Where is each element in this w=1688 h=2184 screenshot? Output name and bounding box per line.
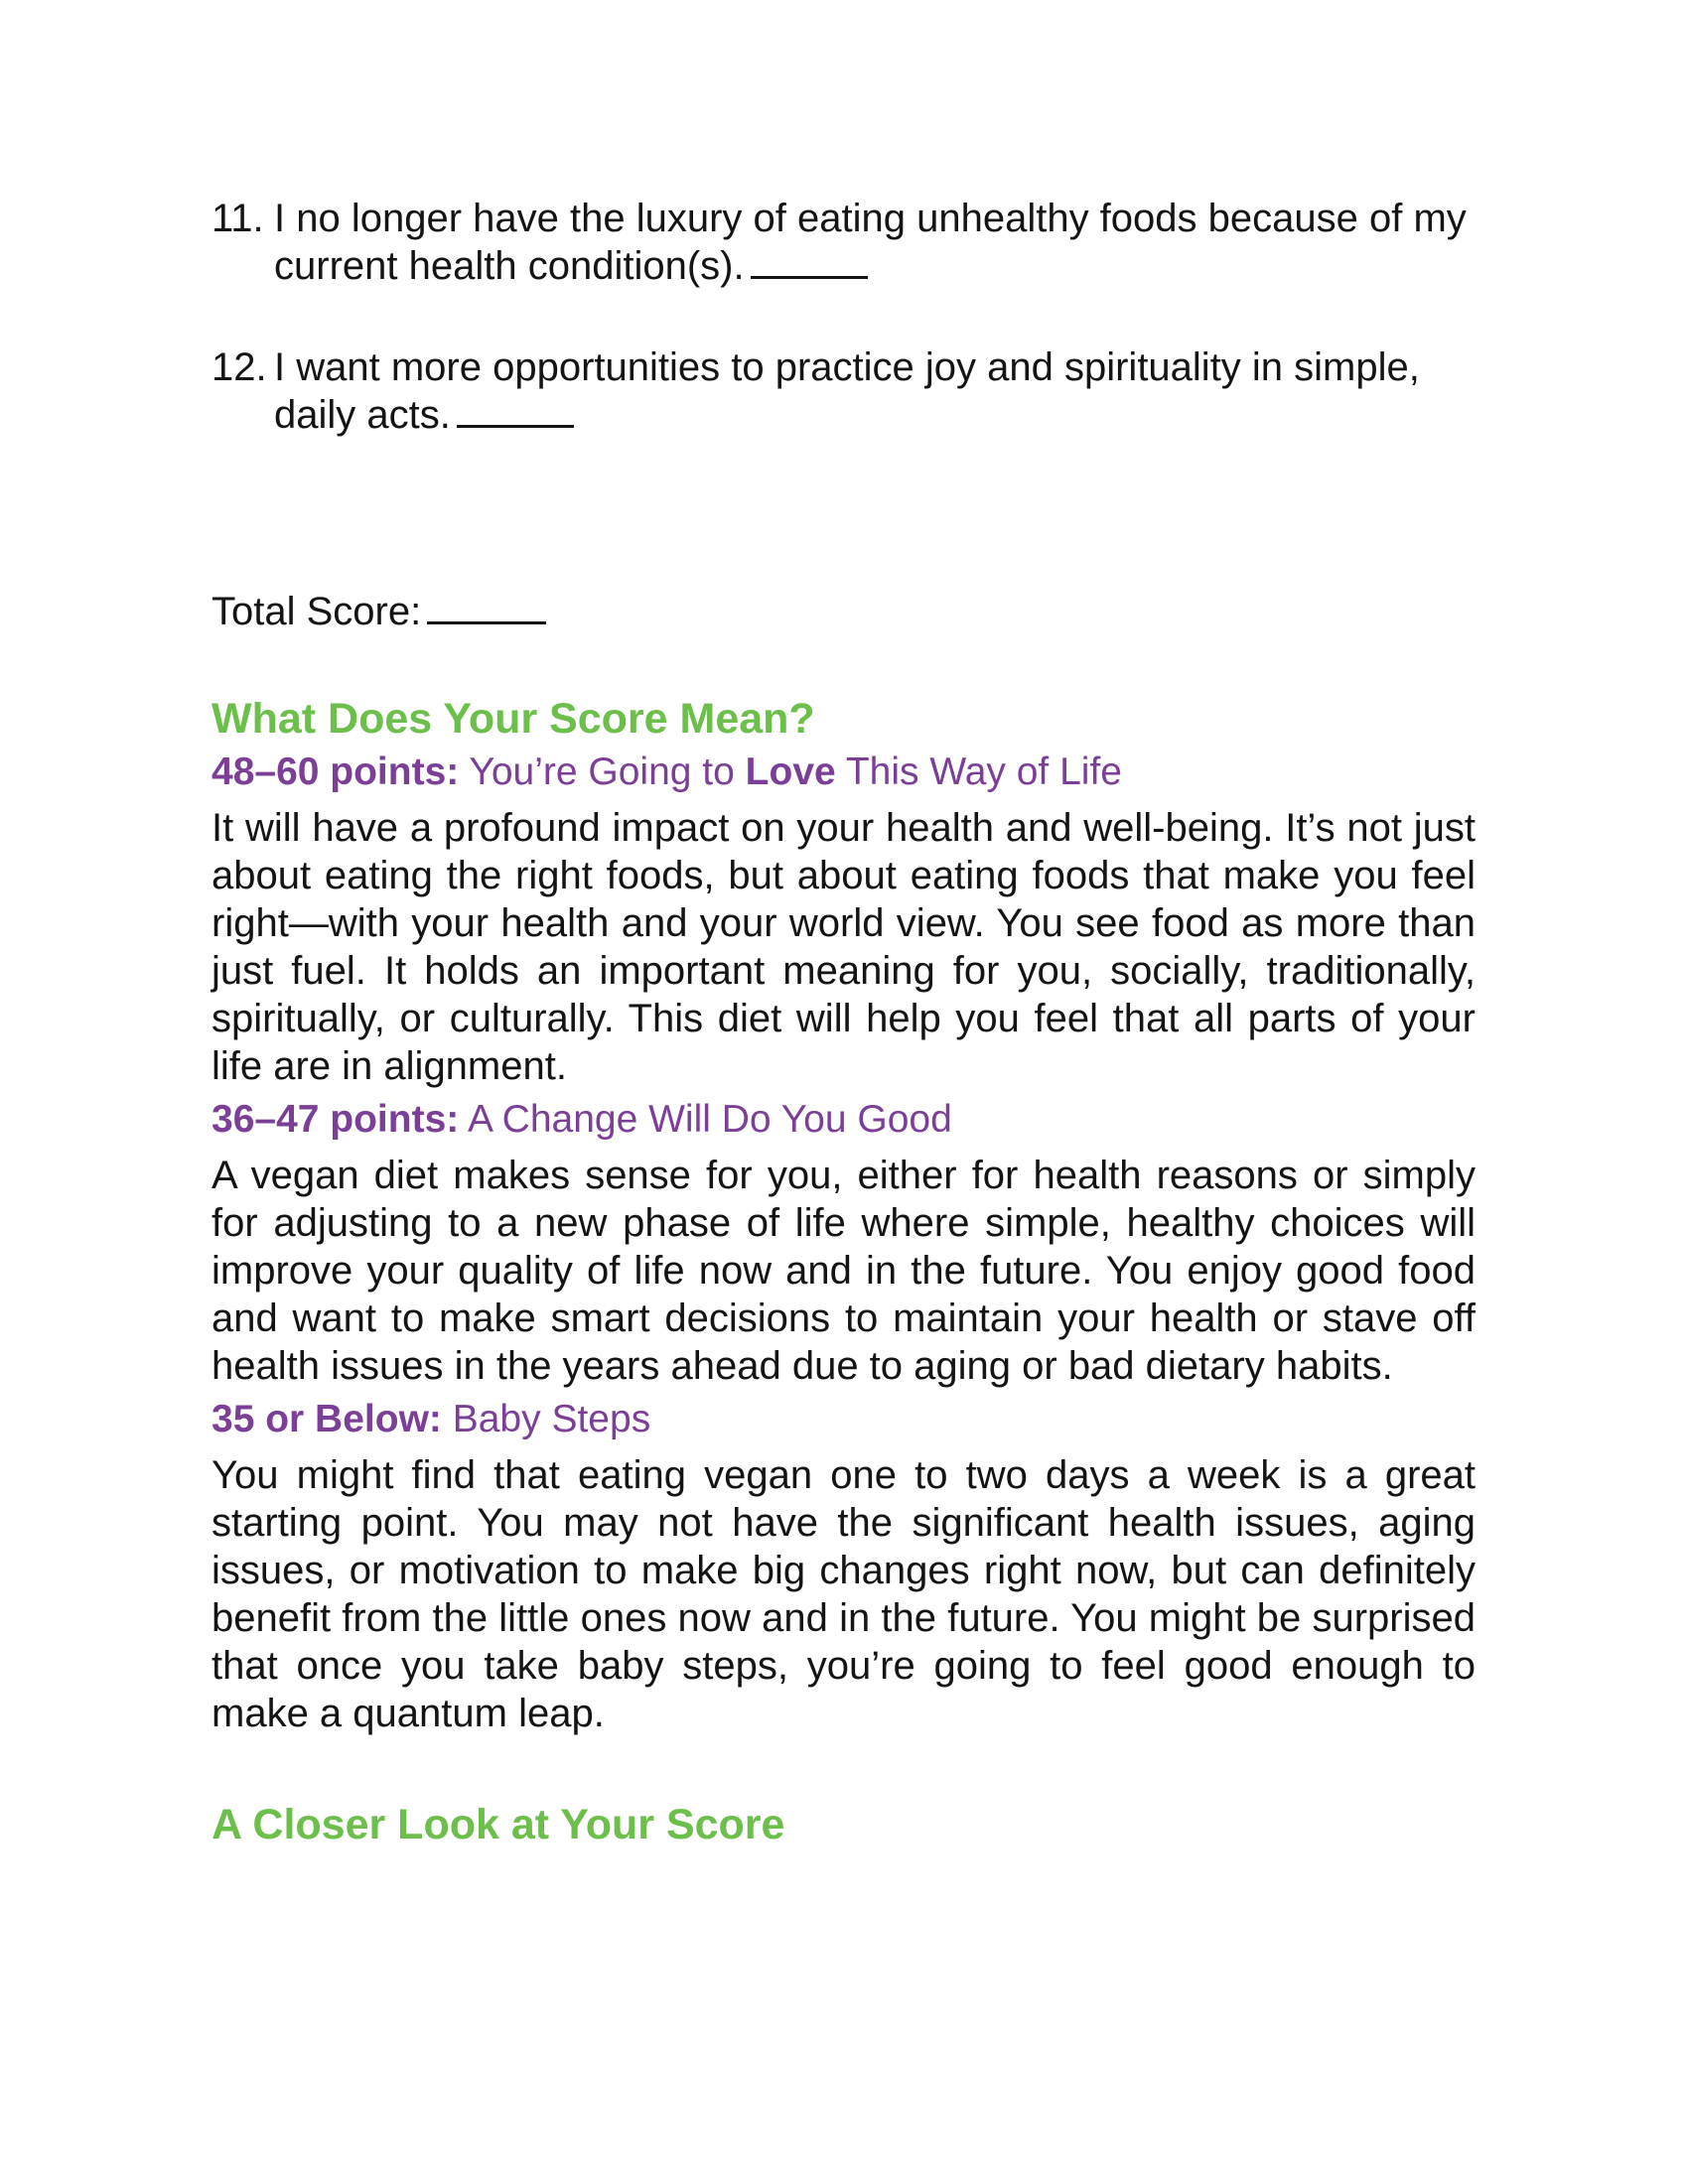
range-title-part: This Way of Life [845,751,1122,793]
question-number: 12. [211,345,267,389]
total-score-label: Total Score: [211,590,422,633]
range-description-35-below: You might find that eating vegan one to two days a week is a great starting point. You may not have the significant health issues, aging issues, or motivation to make big changes right now, but can definitely benefit from the little ones now and in the future. You might be surprised that once you take baby steps, you’re going to feel good enough to make a quantum leap. [211,1453,1476,1735]
range-title-part: You’re Going to [469,751,735,793]
range-points: 36–47 points: [211,1098,460,1141]
section-title-score-meaning: What Does Your Score Mean? [211,695,815,743]
question-text: I no longer have the luxury of eating unhealthy foods because of my current health condition(s). [274,197,1467,288]
total-score-blank[interactable] [427,588,546,624]
range-points: 35 or Below: [211,1398,442,1440]
document-page [211,195,1476,1850]
range-heading-48-60 [211,749,1476,796]
question-11 [211,195,1476,290]
range-title: Baby Steps [452,1398,651,1440]
range-description-48-60: It will have a profound impact on your health and well-being. It’s not just about eating the right foods, but about eating foods that make you feel right—with your health and your world view. You see food as more than just fuel. It holds an important meaning for you, socially, traditionally, spiritually, or culturally. This diet will help you feel that all parts of your life are in alignment. [211,806,1476,1088]
answer-blank[interactable] [457,391,574,428]
question-text: I want more opportunities to practice joy and spirituality in simple, daily acts. [274,345,1420,437]
question-12 [211,343,1476,439]
total-score [211,588,1476,635]
section-title-closer-look: A Closer Look at Your Score [211,1801,785,1848]
range-title-emphasis: Love [745,751,836,793]
range-points: 48–60 points: [211,751,460,793]
range-heading-35-below [211,1396,1476,1443]
range-description-36-47: A vegan diet makes sense for you, either for health reasons or simply for adjusting to a new phase of life where simple, healthy choices will improve your quality of life now and in the future. You enjoy good food and want to make smart decisions to maintain your health or stave off health issues in the years ahead due to aging or bad dietary habits. [211,1154,1476,1388]
answer-blank[interactable] [751,242,868,279]
range-title: A Change Will Do You Good [467,1098,952,1141]
range-heading-36-47 [211,1096,1476,1144]
question-number: 11. [211,197,264,240]
